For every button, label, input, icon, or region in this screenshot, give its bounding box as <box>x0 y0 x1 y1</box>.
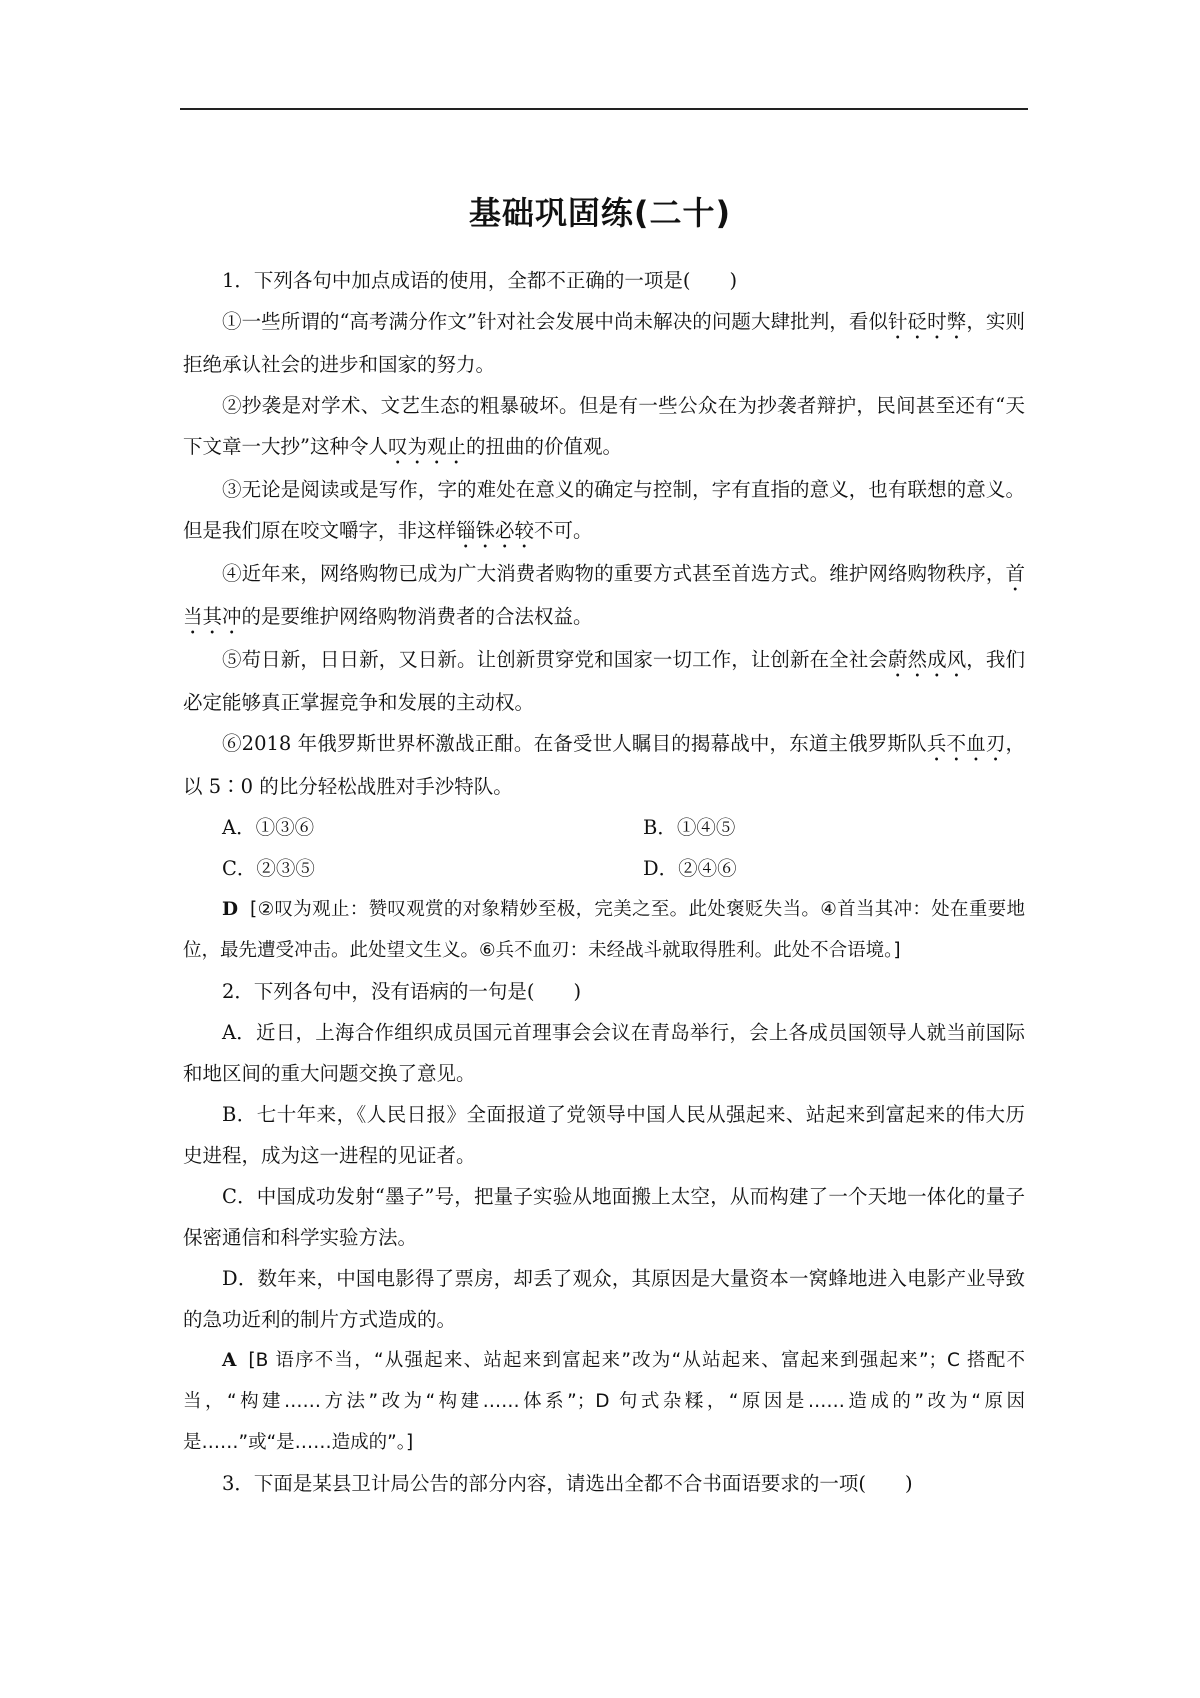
q1-options-row-1 <box>183 807 1025 848</box>
q1-answer <box>183 889 1025 971</box>
q1-option-c: C．②③⑤ <box>222 857 315 880</box>
document-body <box>183 260 1025 1504</box>
answer-explanation: [B 语序不当，“从强起来、站起来到富起来”改为“从站起来、富起来到强起来”；C 搭配不当，“构建……方法”改为“构建……体系”；D 句式杂糅，“原因是……造成的”改为“原因是……”或“是……造成的”。] <box>183 1350 1025 1453</box>
q1-options-row-2 <box>183 848 1025 889</box>
q1-sentence-3: ③无论是阅读或是写作，字的难处在意义的确定与控制，字有直指的意义，也有联想的意义。但是我们原在咬文嚼字，非这样锱铢必较不可。 <box>183 478 1025 542</box>
q1-sentence-4: ④近年来，网络购物已成为广大消费者购物的重要方式甚至首选方式。维护网络购物秩序，首当其冲的是要维护网络购物消费者的合法权益。 <box>183 562 1025 628</box>
answer-key: D <box>222 899 239 920</box>
dotted-idiom: 蔚然成风 <box>887 648 967 671</box>
q2-option-b: B．七十年来，《人民日报》全面报道了党领导中国人民从强起来、站起来到富起来的伟大历史进程，成为这一进程的见证者。 <box>183 1103 1025 1167</box>
q2-option-a: A．近日，上海合作组织成员国元首理事会会议在青岛举行，会上各成员国领导人就当前国际和地区间的重大问题交换了意见。 <box>183 1021 1025 1085</box>
answer-explanation: [②叹为观止：赞叹观赏的对象精妙至极，完美之至。此处褒贬失当。④首当其冲：处在重要地位，最先遭受冲击。此处望文生义。⑥兵不血刃：未经战斗就取得胜利。此处不合语境。] <box>183 899 1025 961</box>
page-title: 基础巩固练(二十) <box>468 194 732 232</box>
q1-option-d: D．②④⑥ <box>643 857 737 880</box>
q1-sentence-5: ⑤苟日新，日日新，又日新。让创新贯穿党和国家一切工作，让创新在全社会蔚然成风，我们必定能够真正掌握竞争和发展的主动权。 <box>183 648 1025 714</box>
q2-option-d: D．数年来，中国电影得了票房，却丢了观众，其原因是大量资本一窝蜂地进入电影产业导致的急功近利的制片方式造成的。 <box>183 1267 1025 1331</box>
q2-answer <box>183 1340 1025 1463</box>
q1-option-a: A．①③⑥ <box>222 816 315 839</box>
q1-sentence-2: ②抄袭是对学术、文艺生态的粗暴破坏。但是有一些公众在为抄袭者辩护，民间甚至还有“天下文章一大抄”这种令人叹为观止的扭曲的价值观。 <box>183 394 1025 458</box>
q1-sentence-1: ①一些所谓的“高考满分作文”针对社会发展中尚未解决的问题大肆批判，看似针砭时弊，实则拒绝承认社会的进步和国家的努力。 <box>183 310 1025 376</box>
answer-key: A <box>222 1350 237 1371</box>
header-rule <box>180 108 1028 110</box>
q1-stem: 1．下列各句中加点成语的使用，全都不正确的一项是( ) <box>222 269 738 292</box>
q2-option-c: C．中国成功发射“墨子”号，把量子实验从地面搬上太空，从而构建了一个天地一体化的量子保密通信和科学实验方法。 <box>183 1185 1025 1249</box>
dotted-idiom: 首当其冲 <box>183 562 1025 628</box>
dotted-idiom: 锱铢必较 <box>456 519 535 542</box>
q1-option-b: B．①④⑤ <box>643 816 736 839</box>
dotted-idiom: 叹为观止 <box>387 435 466 458</box>
q3-stem: 3．下面是某县卫计局公告的部分内容，请选出全都不合书面语要求的一项( ) <box>222 1472 913 1495</box>
dotted-idiom: 兵不血刃 <box>926 732 1006 755</box>
dotted-idiom: 针砭时弊 <box>888 310 967 333</box>
q2-stem: 2．下列各句中，没有语病的一句是( ) <box>222 980 582 1003</box>
q1-sentence-6: ⑥2018 年俄罗斯世界杯激战正酣。在备受世人瞩目的揭幕战中，东道主俄罗斯队兵不血刃，以 5∶0 的比分轻松战胜对手沙特队。 <box>183 732 1025 798</box>
